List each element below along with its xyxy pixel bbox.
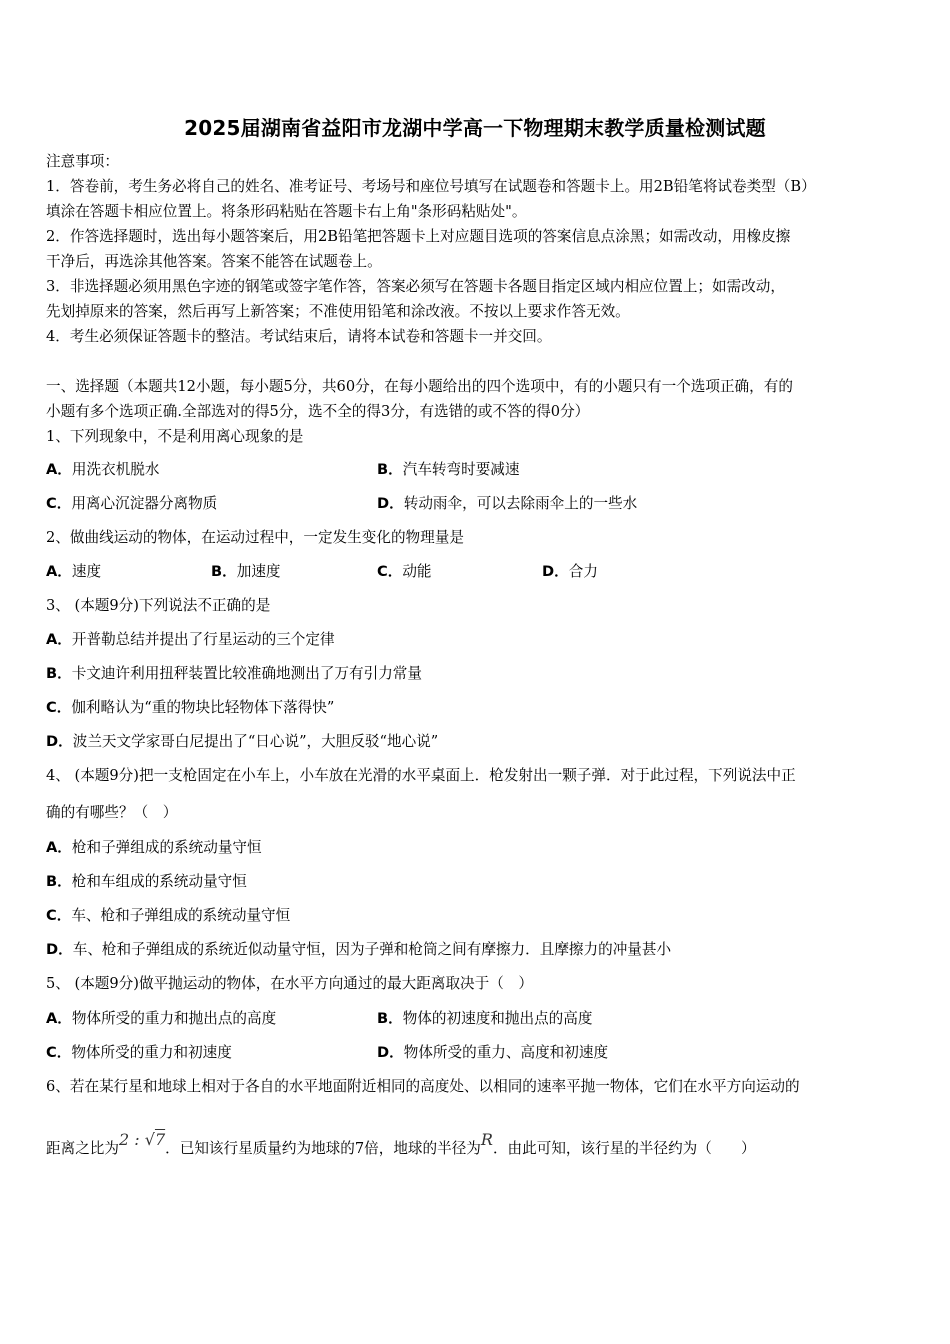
notice-line: 2．作答选择题时，选出每小题答案后，用2B铅笔把答题卡上对应题目选项的答案信息点涂黑；如需改动，用橡皮擦 bbox=[46, 228, 791, 245]
notice-line: 先划掉原来的答案，然后再写上新答案；不准使用铅笔和涂改液。不按以上要求作答无效。 bbox=[46, 303, 630, 320]
question-5-stem: 5、 (本题9分)做平抛运动的物体，在水平方向通过的最大距离取决于（ ） bbox=[46, 975, 534, 992]
q2-option-c: C．动能 bbox=[377, 563, 432, 580]
question-4-stem: 4、 (本题9分)把一支枪固定在小车上，小车放在光滑的水平桌面上．枪发射出一颗子弹．对于此过程，下列说法中正 bbox=[46, 767, 796, 784]
question-3-stem: 3、 (本题9分)下列说法不正确的是 bbox=[46, 597, 271, 614]
notice-line: 填涂在答题卡相应位置上。将条形码粘贴在答题卡右上角"条形码粘贴处"。 bbox=[46, 203, 527, 220]
q4-option-d: D．车、枪和子弹组成的系统近似动量守恒，因为子弹和枪筒之间有摩擦力．且摩擦力的冲量甚小 bbox=[46, 941, 672, 958]
q3-option-c: C．伽利略认为“重的物块比轻物体下落得快” bbox=[46, 699, 335, 716]
q2-option-d: D．合力 bbox=[542, 563, 598, 580]
notice-line: 4．考生必须保证答题卡的整洁。考试结束后，请将本试卷和答题卡一并交回。 bbox=[46, 328, 552, 345]
q3-option-b: B．卡文迪许利用扭秤装置比较准确地测出了万有引力常量 bbox=[46, 665, 422, 682]
q5-option-c: C．物体所受的重力和初速度 bbox=[46, 1044, 232, 1061]
notice-line: 3．非选择题必须用黑色字迹的钢笔或签字笔作答，答案必须写在答题卡各题目指定区域内相应位置上；如需改动， bbox=[46, 278, 785, 295]
q2-option-a: A．速度 bbox=[46, 563, 102, 580]
question-1-stem: 1、下列现象中，不是利用离心现象的是 bbox=[46, 428, 304, 445]
q2-option-b: B．加速度 bbox=[211, 563, 281, 580]
q1-option-c: C．用离心沉淀器分离物质 bbox=[46, 495, 218, 512]
page-title: 2025届湖南省益阳市龙湖中学高一下物理期末教学质量检测试题 bbox=[184, 116, 766, 140]
q5-option-a: A．物体所受的重力和抛出点的高度 bbox=[46, 1010, 277, 1027]
q4-option-b: B．枪和车组成的系统动量守恒 bbox=[46, 873, 247, 890]
notice-line: 干净后，再选涂其他答案。答案不能答在试题卷上。 bbox=[46, 253, 382, 270]
section-header: 一、选择题（本题共12小题，每小题5分，共60分，在每小题给出的四个选项中，有的小题只有一个选项正确，有的 bbox=[46, 378, 793, 395]
question-6-stem: 6、若在某行星和地球上相对于各自的水平地面附近相同的高度处、以相同的速率平抛一物体，它们在水平方向运动的 bbox=[46, 1078, 800, 1095]
section-header: 小题有多个选项正确.全部选对的得5分，选不全的得3分，有选错的或不答的得0分） bbox=[46, 403, 590, 420]
question-4-stem: 确的有哪些？（ ） bbox=[46, 804, 178, 821]
q3-option-d: D．波兰天文学家哥白尼提出了“日心说”，大胆反驳“地心说” bbox=[46, 733, 439, 750]
q3-option-a: A．开普勒总结并提出了行星运动的三个定律 bbox=[46, 631, 335, 648]
q4-option-a: A．枪和子弹组成的系统动量守恒 bbox=[46, 839, 262, 856]
ratio-formula: 2 : √7 bbox=[118, 1130, 166, 1149]
q1-option-b: B．汽车转弯时要减速 bbox=[377, 461, 520, 478]
q5-option-d: D．物体所受的重力、高度和初速度 bbox=[377, 1044, 609, 1061]
notice-heading: 注意事项： bbox=[46, 153, 119, 170]
notice-line: 1．答卷前，考生务必将自己的姓名、准考证号、考场号和座位号填写在试题卷和答题卡上。用2B铅笔将试卷类型（B） bbox=[46, 178, 816, 195]
radius-symbol: R bbox=[480, 1130, 493, 1149]
q1-option-d: D．转动雨伞，可以去除雨伞上的一些水 bbox=[377, 495, 638, 512]
question-6-stem-line2: 距离之比为2 : √7．已知该行星质量约为地球的7倍，地球的半径为R．由此可知，该行星的半径约为（ ） bbox=[46, 1130, 756, 1157]
q5-option-b: B．物体的初速度和抛出点的高度 bbox=[377, 1010, 593, 1027]
question-2-stem: 2、做曲线运动的物体，在运动过程中，一定发生变化的物理量是 bbox=[46, 529, 464, 546]
q4-option-c: C．车、枪和子弹组成的系统动量守恒 bbox=[46, 907, 291, 924]
q1-option-a: A．用洗衣机脱水 bbox=[46, 461, 160, 478]
